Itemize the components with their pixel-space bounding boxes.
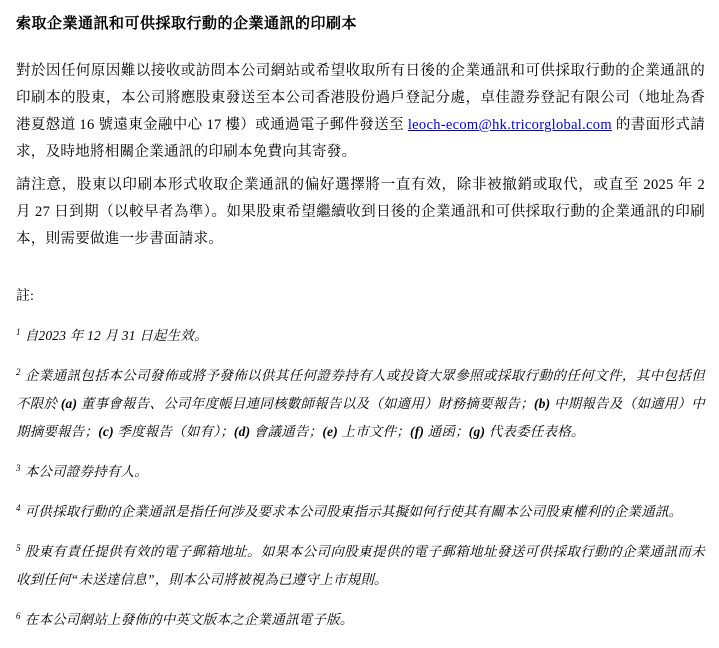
footnote-6 — [16, 606, 705, 634]
footnote-3-text: 本公司證券持有人。 — [24, 464, 149, 479]
footnote-1 — [16, 322, 705, 350]
notes-label: 註: — [16, 289, 34, 304]
footnote-3 — [16, 458, 705, 486]
footnote-2-item-e-label: (e) — [322, 424, 338, 439]
footnote-2-number: 2 — [16, 366, 21, 377]
footnote-2-item-c-label: (c) — [98, 424, 114, 439]
footnote-5-text: 股東有責任提供有效的電子郵箱地址。如果本公司向股東提供的電子郵箱地址發送可供採取行動的企業通訊而未收到任何“未送達信息”，則本公司將被視為已遵守上市規則。 — [16, 544, 705, 587]
footnote-2-item-g-text: 代表委任表格。 — [485, 424, 585, 439]
footnote-2-item-f-text: 通函； — [424, 424, 469, 439]
footnote-2-item-b-text: 中期報告及（如適用）中期摘要報告； — [16, 396, 705, 439]
footnote-2-item-a-text: 董事會報告、公司年度帳目連同核數師報告以及（如適用）財務摘要報告； — [77, 396, 534, 411]
paragraph1-text-before-link: 對於因任何原因難以接收或訪問本公司網站或希望收取所有日後的企業通訊和可供採取行動的企業通訊的印刷本的股東，本公司將應股東發送至本公司香港股份過戶登記分處，卓佳證券登記有限公司（地址為香港夏慤道 16 號遠東金融中心 17 樓）或通過電子郵件發送至 — [16, 63, 705, 133]
footnote-1-number: 1 — [16, 326, 21, 337]
paragraph-request-printed-copies — [16, 58, 705, 166]
footnote-2-item-d-text: 會議通告； — [250, 424, 323, 439]
email-link[interactable]: leoch-ecom@hk.tricorglobal.com — [407, 117, 612, 133]
footnote-2-text-intro: 企業通訊包括本公司發佈或將予發佈以供其任何證券持有人或投資大眾參照或採取行動的任何文件，其中包括但不限於 — [16, 368, 705, 411]
footnote-1-text: 自2023 年 12 月 31 日起生效。 — [24, 328, 208, 343]
footnote-2-item-f-label: (f) — [410, 424, 425, 439]
footnote-6-number: 6 — [16, 610, 21, 621]
page-title: 索取企業通訊和可供採取行動的企業通訊的印刷本 — [16, 15, 358, 32]
footnote-2-item-b-label: (b) — [533, 396, 551, 411]
footnote-2-item-g-label: (g) — [468, 424, 486, 439]
footnote-5-number: 5 — [16, 542, 21, 553]
footnote-2 — [16, 362, 705, 446]
footnote-2-item-d-label: (d) — [233, 424, 251, 439]
footnote-6-text: 在本公司網站上發佈的中英文版本之企業通訊電子版。 — [24, 612, 354, 627]
footnote-4 — [16, 498, 705, 526]
footnote-2-item-c-text: 季度報告（如有）； — [113, 424, 234, 439]
footnote-3-number: 3 — [16, 462, 21, 473]
footnote-4-text: 可供採取行動的企業通訊是指任何涉及要求本公司股東指示其擬如何行使其有關本公司股東權利的企業通訊。 — [24, 504, 683, 519]
footnote-2-item-a-label: (a) — [60, 396, 78, 411]
footnote-4-number: 4 — [16, 502, 21, 513]
footnote-2-item-e-text: 上市文件； — [337, 424, 411, 439]
footnote-5 — [16, 538, 705, 594]
paragraph-preference-validity: 請注意，股東以印刷本形式收取企業通訊的偏好選擇將一直有效，除非被撤銷或取代，或直至 2025 年 2 月 27 日到期（以較早者為準）。如果股東希望繼續收到日後的企業通訊和可供採取行動的企業通訊的印刷本，則需要做進一步書面請求。 — [16, 177, 705, 247]
paragraph1-text-after-link: 的書面形式請求，及時地將相關企業通訊的印刷本免費向其寄發。 — [16, 117, 705, 160]
